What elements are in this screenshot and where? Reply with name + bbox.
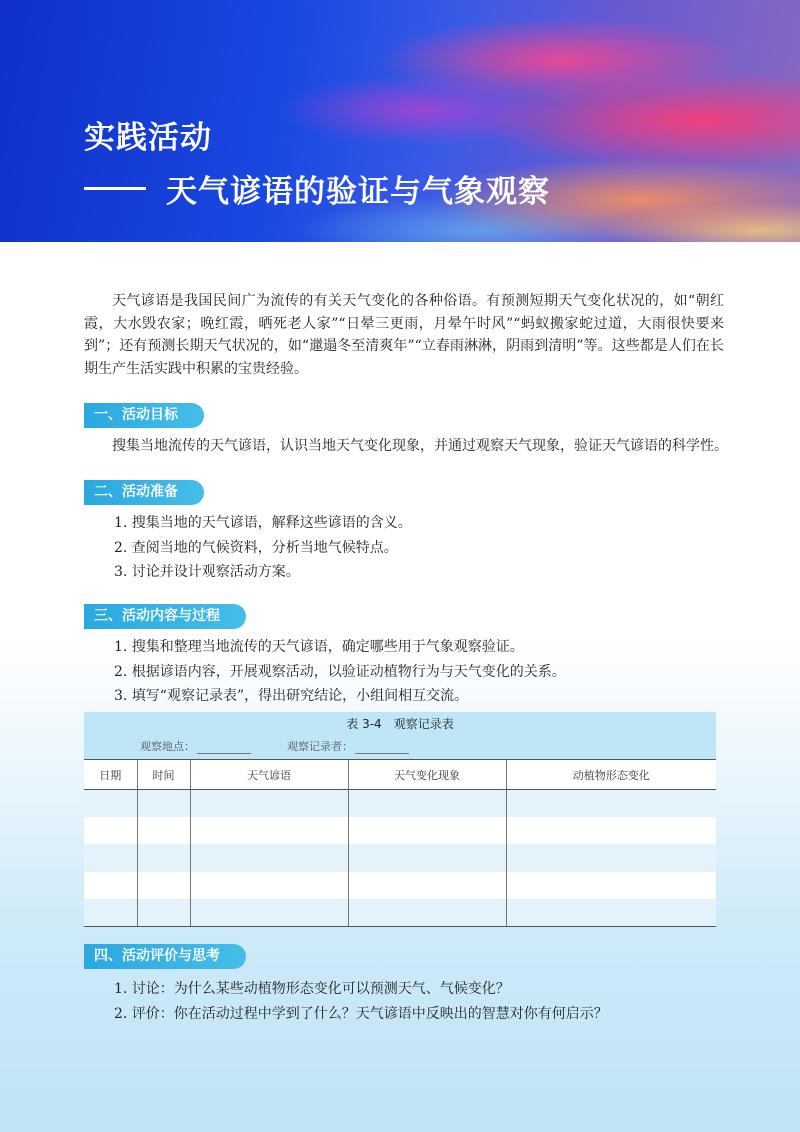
- table-cell[interactable]: [137, 872, 190, 899]
- list-item: 2. 查阅当地的气候资料，分析当地气候特点。: [114, 539, 398, 556]
- location-field[interactable]: [140, 738, 251, 754]
- table-cell[interactable]: [348, 872, 506, 899]
- table-cell[interactable]: [348, 817, 506, 844]
- location-label: 观察地点：: [140, 740, 195, 753]
- table-header-row: [84, 760, 716, 790]
- section-goal-text: 搜集当地流传的天气谚语，认识当地天气变化现象，并通过观察天气现象，验证天气谚语的科学性。: [112, 438, 728, 454]
- page-subtitle-text: 天气谚语的验证与气象观察: [166, 174, 550, 210]
- column-header-weather-change: 天气变化现象: [348, 760, 506, 790]
- table-cell[interactable]: [506, 817, 716, 844]
- table-cell[interactable]: [190, 872, 348, 899]
- column-header-time: 时间: [137, 760, 190, 790]
- table-header-band: [84, 712, 716, 759]
- column-header-plant-animal-change: 动植物形态变化: [506, 760, 716, 790]
- table-cell[interactable]: [348, 844, 506, 871]
- table-cell[interactable]: [506, 872, 716, 899]
- column-header-date: 日期: [84, 760, 137, 790]
- header-banner: [0, 0, 800, 242]
- table-cell[interactable]: [84, 790, 137, 818]
- list-item: 3. 填写“观察记录表”，得出研究结论，小组间相互交流。: [114, 688, 469, 704]
- list-item: 1. 讨论：为什么某些动植物形态变化可以预测天气、气候变化？: [114, 981, 510, 997]
- page-title: 实践活动: [84, 120, 212, 156]
- record-grid: [84, 759, 716, 927]
- table-cell[interactable]: [190, 844, 348, 871]
- table-cell[interactable]: [137, 844, 190, 871]
- table-cell[interactable]: [84, 844, 137, 871]
- section-prep-heading: 二、活动准备: [84, 480, 204, 505]
- table-cell[interactable]: [348, 790, 506, 818]
- page-subtitle: [84, 166, 550, 211]
- table-row: [84, 817, 716, 844]
- table-fields: [140, 738, 409, 754]
- list-item: 3. 讨论并设计观察活动方案。: [114, 564, 300, 580]
- table-cell[interactable]: [506, 899, 716, 927]
- table-cell[interactable]: [84, 899, 137, 927]
- table-body: [84, 790, 716, 927]
- table-cell[interactable]: [190, 899, 348, 927]
- recorder-field[interactable]: [287, 738, 409, 754]
- observation-record-table: [84, 712, 716, 917]
- table-cell[interactable]: [84, 872, 137, 899]
- section-process-list: [114, 635, 734, 709]
- section-process-heading: 三、活动内容与过程: [84, 604, 246, 629]
- table-row: [84, 899, 716, 927]
- list-item: 1. 搜集和整理当地流传的天气谚语，确定哪些用于气象观察验证。: [114, 639, 524, 655]
- list-item: 2. 评价：你在活动过程中学到了什么？天气谚语中反映出的智慧对你有何启示？: [114, 1005, 608, 1022]
- table-cell[interactable]: [506, 790, 716, 818]
- section-reflect-heading: 四、活动评价与思考: [84, 944, 246, 969]
- title-dash: [84, 187, 146, 190]
- table-row: [84, 844, 716, 871]
- location-blank[interactable]: [197, 742, 251, 754]
- list-item: 2. 根据谚语内容，开展观察活动，以验证动植物行为与天气变化的关系。: [114, 663, 566, 680]
- table-row: [84, 790, 716, 818]
- table-cell[interactable]: [190, 817, 348, 844]
- table-cell[interactable]: [506, 844, 716, 871]
- table-cell[interactable]: [84, 817, 137, 844]
- intro-paragraph: 天气谚语是我国民间广为流传的有关天气变化的各种俗语。有预测短期天气变化状况的，如“朝红霞，大水毁农家；晚红霞，晒死老人家”“日晕三更雨，月晕午时风”“蚂蚁搬家蛇过道，大雨很快要来到”；还有预测长期天气状况的，如“邋遢冬至清爽年”“立春雨淋淋，阴雨到清明”等。这些都是人们在长期生产生活实践中积累的宝贵经验。: [84, 293, 724, 377]
- table-cell[interactable]: [348, 899, 506, 927]
- list-item: 1. 搜集当地的天气谚语，解释这些谚语的含义。: [114, 515, 412, 531]
- table-cell[interactable]: [137, 790, 190, 818]
- section-prep-list: [114, 511, 734, 585]
- recorder-blank[interactable]: [355, 742, 409, 754]
- column-header-proverb: 天气谚语: [190, 760, 348, 790]
- table-caption: 表 3-4 观察记录表: [346, 717, 454, 731]
- section-goal-heading: 一、活动目标: [84, 403, 204, 428]
- table-row: [84, 872, 716, 899]
- table-cell[interactable]: [190, 790, 348, 818]
- section-reflect-list: [114, 977, 734, 1026]
- recorder-label: 观察记录者：: [287, 740, 353, 753]
- table-cell[interactable]: [137, 899, 190, 927]
- table-cell[interactable]: [137, 817, 190, 844]
